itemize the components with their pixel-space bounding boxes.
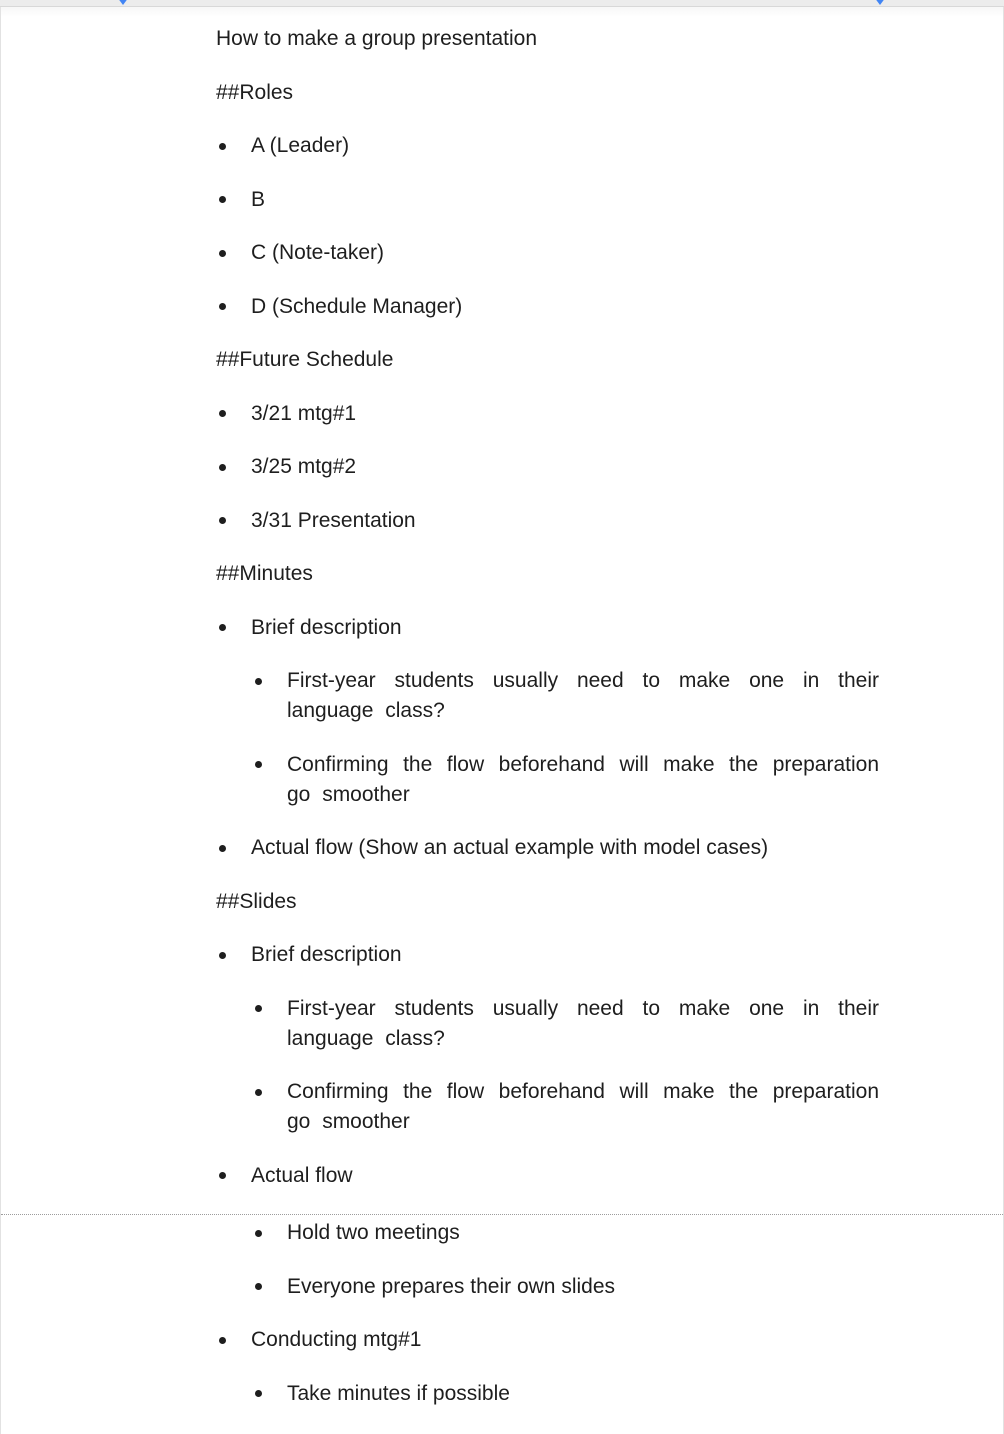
- doc-list-item-level2[interactable]: First-year students usually need to make one in their language class?: [216, 666, 879, 726]
- doc-list-item-level1[interactable]: 3/25 mtg#2: [216, 452, 879, 482]
- doc-list-item-level2[interactable]: Take minutes if possible: [216, 1379, 879, 1409]
- doc-list-item-level1[interactable]: Brief description: [216, 940, 879, 970]
- doc-heading-paragraph[interactable]: ##Minutes: [216, 562, 313, 585]
- doc-list-item-level2[interactable]: Hold two meetings: [216, 1218, 879, 1248]
- doc-list-item-level1[interactable]: 3/21 mtg#1: [216, 399, 879, 429]
- doc-list-item-level1[interactable]: 3/31 Presentation: [216, 506, 879, 536]
- doc-list-item-level2[interactable]: Everyone prepares their own slides: [216, 1272, 879, 1302]
- doc-title-paragraph[interactable]: How to make a group presentation: [216, 27, 538, 50]
- ruler-edge: [0, 0, 1004, 7]
- page-break-divider: [1, 1214, 1003, 1215]
- doc-heading-paragraph[interactable]: ##Slides: [216, 889, 297, 913]
- doc-list-item-level2[interactable]: Confirming the flow beforehand will make the preparation go smoother: [216, 750, 879, 810]
- right-indent-marker-icon[interactable]: [874, 0, 886, 5]
- doc-list-item-level1[interactable]: Conducting mtg#1: [216, 1325, 879, 1355]
- doc-heading-paragraph[interactable]: ##Roles: [216, 80, 294, 104]
- document-page[interactable]: [0, 7, 1004, 1434]
- doc-list-item-level1[interactable]: D (Schedule Manager): [216, 292, 879, 322]
- doc-list-item-level1[interactable]: Brief description: [216, 613, 879, 643]
- doc-heading-paragraph[interactable]: ##Future Schedule: [216, 348, 394, 371]
- doc-list-item-level1[interactable]: Actual flow: [216, 1161, 879, 1191]
- doc-list-item-level1[interactable]: A (Leader): [216, 131, 879, 161]
- doc-list-item-level1[interactable]: Actual flow (Show an actual example with model cases): [216, 833, 879, 863]
- doc-list-item-level1[interactable]: C (Note-taker): [216, 238, 879, 268]
- left-indent-marker-icon[interactable]: [117, 0, 129, 5]
- document-content[interactable]: [1, 7, 1003, 1409]
- doc-list-item-level2[interactable]: Confirming the flow beforehand will make the preparation go smoother: [216, 1077, 879, 1137]
- doc-list-item-level1[interactable]: B: [216, 185, 879, 215]
- doc-list-item-level2[interactable]: First-year students usually need to make one in their language class?: [216, 994, 879, 1054]
